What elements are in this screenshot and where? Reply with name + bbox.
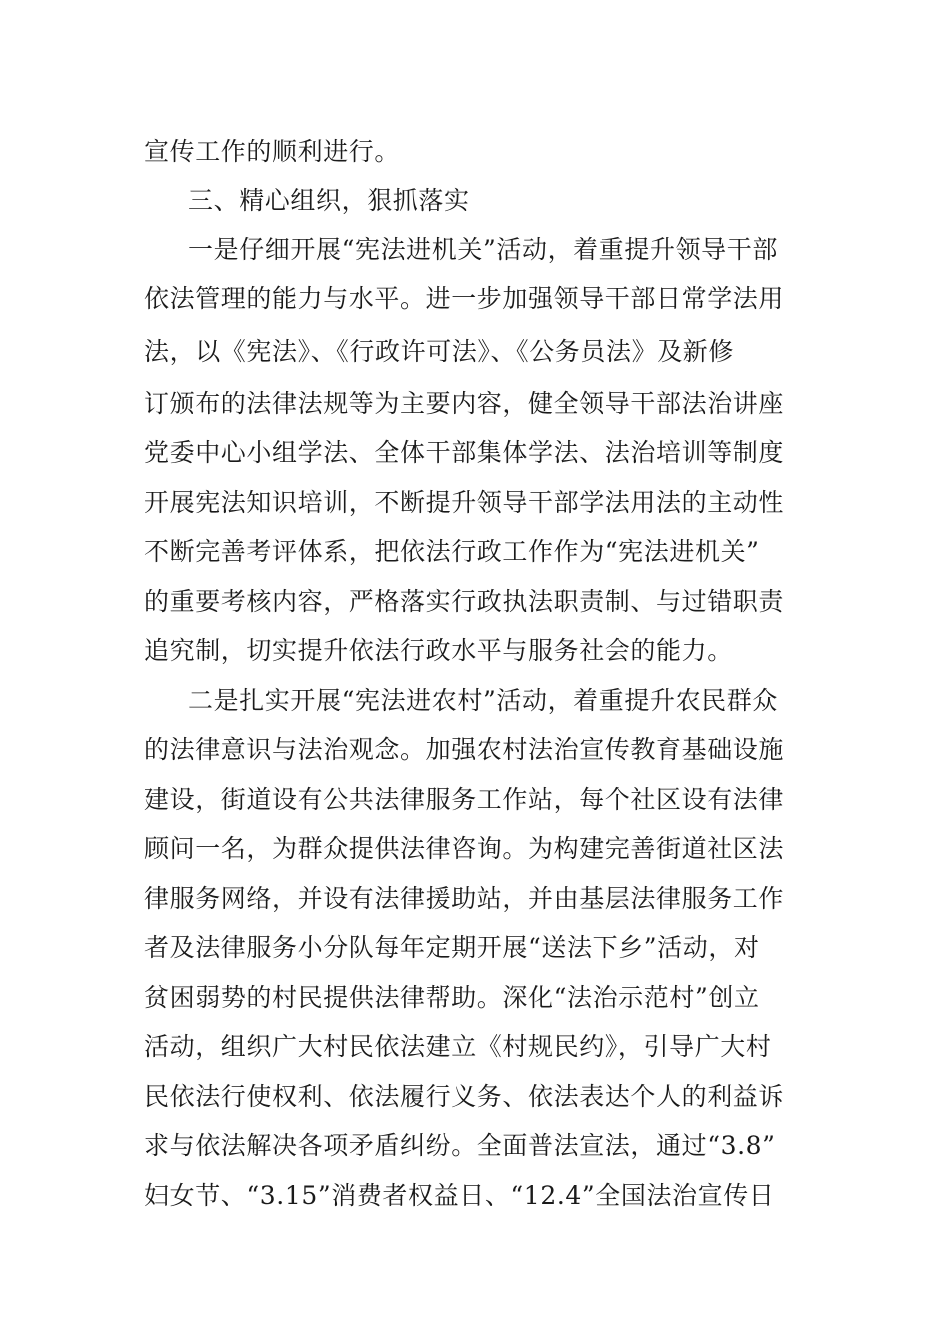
paragraph-2-line: 顾问一名，为群众提供法律咨询。为构建完善街道社区法	[144, 834, 785, 863]
paragraph-1-line: 一是仔细开展“宪法进机关”活动，着重提升领导干部	[188, 235, 778, 264]
paragraph-1-line: 法，以《宪法》、《行政许可法》、《公务员法》及新修	[144, 337, 735, 366]
paragraph-2-line: 者及法律服务小分队每年定期开展“送法下乡”活动，对	[144, 933, 760, 962]
paragraph-1-line: 党委中心小组学法、全体干部集体学法、法治培训等制度	[144, 438, 785, 467]
paragraph-continuation-line: 宣传工作的顺利进行。	[144, 137, 401, 166]
paragraph-1-line: 依法管理的能力与水平。进一步加强领导干部日常学法用	[144, 284, 785, 313]
paragraph-2-line: 民依法行使权利、依法履行义务、依法表达个人的利益诉	[144, 1082, 785, 1111]
paragraph-1-line: 追究制，切实提升依法行政水平与服务社会的能力。	[144, 636, 733, 665]
paragraph-1-line: 开展宪法知识培训，不断提升领导干部学法用法的主动性	[144, 488, 785, 517]
paragraph-2-line: 妇女节、“3.15”消费者权益日、“12.4”全国法治宣传日	[144, 1181, 775, 1210]
paragraph-2-line: 的法律意识与法治观念。加强农村法治宣传教育基础设施	[144, 735, 785, 764]
paragraph-1-line: 不断完善考评体系，把依法行政工作作为“宪法进机关”	[144, 537, 760, 566]
paragraph-2-line: 求与依法解决各项矛盾纠纷。全面普法宣法，通过“3.8”	[144, 1131, 776, 1160]
paragraph-1-line: 的重要考核内容，严格落实行政执法职责制、与过错职责	[144, 587, 785, 616]
paragraph-2-line: 二是扎实开展“宪法进农村”活动，着重提升农民群众	[188, 686, 778, 715]
section-heading: 三、精心组织，狠抓落实	[188, 186, 470, 215]
paragraph-2-line: 建设，街道设有公共法律服务工作站，每个社区设有法律	[144, 785, 785, 814]
paragraph-2-line: 活动，组织广大村民依法建立《村规民约》，引导广大村	[144, 1032, 772, 1061]
paragraph-2-line: 贫困弱势的村民提供法律帮助。深化“法治示范村”创立	[144, 983, 760, 1012]
paragraph-1-line: 订颁布的法律法规等为主要内容，健全领导干部法治讲座	[144, 389, 785, 418]
paragraph-2-line: 律服务网络，并设有法律援助站，并由基层法律服务工作	[144, 884, 785, 913]
